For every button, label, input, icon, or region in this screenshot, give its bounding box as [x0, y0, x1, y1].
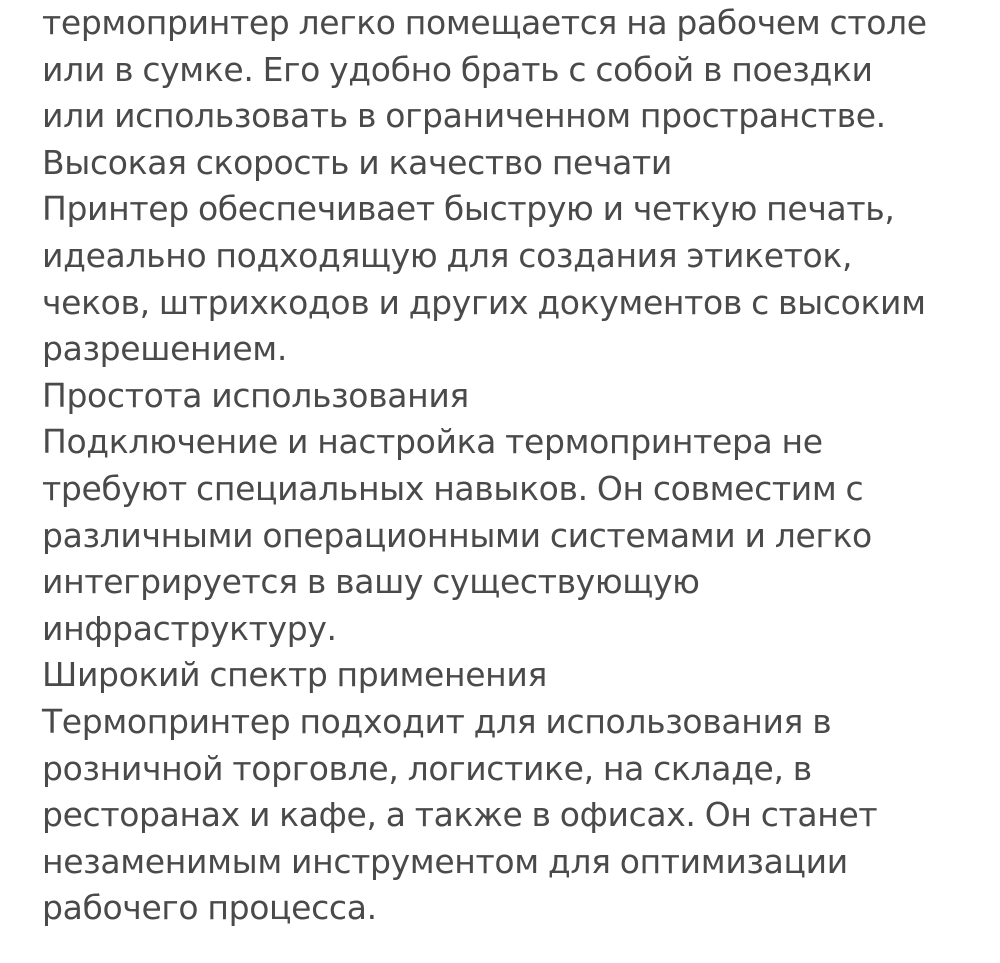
- text-line: рабочего процесса.: [42, 888, 377, 928]
- section-heading-applications: Широкий спектр применения: [42, 655, 547, 695]
- text-line: или использовать в ограниченном пространстве.: [42, 96, 886, 136]
- text-line: Принтер обеспечивает быструю и четкую печать,: [42, 189, 895, 229]
- text-line: розничной торговле, логистике, на складе, в: [42, 748, 812, 788]
- text-line: различными операционными системами и легко: [42, 515, 872, 555]
- text-line: идеально подходящую для создания этикеток,: [42, 235, 853, 275]
- text-line: интегрируется в вашу существующую: [42, 562, 700, 602]
- section-heading-ease-of-use: Простота использования: [42, 375, 469, 415]
- document-text: [42, 0, 992, 932]
- section-heading-speed-quality: Высокая скорость и качество печати: [42, 142, 672, 182]
- text-line: или в сумке. Его удобно брать с собой в поездки: [42, 49, 873, 89]
- text-line: ресторанах и кафе, а также в офисах. Он станет: [42, 795, 878, 835]
- text-line: незаменимым инструментом для оптимизации: [42, 841, 848, 881]
- text-line: чеков, штрихкодов и других документов с высоким: [42, 282, 926, 322]
- text-line: разрешением.: [42, 329, 287, 369]
- text-line: инфраструктуру.: [42, 608, 337, 648]
- text-line: Термопринтер подходит для использования в: [42, 701, 832, 741]
- text-line: термопринтер легко помещается на рабочем столе: [42, 3, 927, 42]
- text-line: Подключение и настройка термопринтера не: [42, 422, 823, 462]
- text-line: требуют специальных навыков. Он совместим с: [42, 468, 864, 508]
